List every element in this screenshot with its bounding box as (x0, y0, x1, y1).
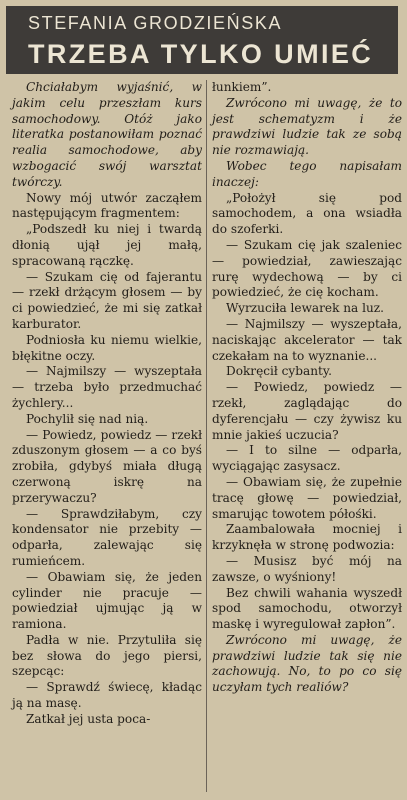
paragraph: — Powiedz, powiedz — rzekł, zaglądając do dyferencjału — czy żywisz ku mnie jakieś uczucia? (212, 380, 402, 442)
paragraph: Wyrzuciła lewarek na luz. (226, 301, 384, 316)
article-body (12, 80, 400, 796)
paragraph: Zaambalowała mocniej i krzyknęła w stronę podwozia: (212, 522, 402, 553)
paragraph: łunkiem”. (212, 80, 272, 94)
paragraph: — Sprawdź świecę, kładąc ją na masę. (12, 680, 202, 711)
article-title: TRZEBA TYLKO UMIEĆ (28, 39, 374, 69)
paragraph: — Szukam cię jak szaleniec — powiedział, zawieszając rurę wydechową — by ci powiedzieć, że cię kocham. (212, 237, 402, 300)
paragraph: Bez chwili wahania wyszedł spod samochodu, otworzył maskę i wyregulował zapłon”. (212, 585, 402, 632)
paragraph: Wobec tego napisałam inaczej: (212, 158, 402, 189)
paragraph: Dokręcił cybanty. (226, 364, 332, 379)
paragraph: — Najmilszy — wyszeptała — trzeba było przedmuchać żychlery... (12, 364, 202, 410)
paragraph: Chciałabym wyjaśnić, w jakim celu przeszłam kurs samochodowy. Otóż jako literatka postanowiłam poznać realia samochodowe, aby wzbogacić swój warsztat twórczy. (12, 80, 202, 189)
left-column (12, 80, 202, 728)
paragraph: — Szukam cię od fajerantu — rzekł drżącym głosem — by ci powiedzieć, że mi się zatkał karburator. (12, 269, 202, 331)
column-divider (206, 80, 207, 792)
paragraph: „Podszedł ku niej i twardą dłonią ujął jej małą, spracowaną rączkę. (12, 222, 202, 268)
paragraph: Zatkał jej usta poca- (26, 711, 151, 726)
paragraph: — Musisz być mój na zawsze, o wyśniony! (212, 553, 402, 584)
paragraph: — I to silne — odparła, wyciągając zasysacz. (212, 443, 402, 474)
paragraph: Nowy mój utwór zacząłem następującym fragmentem: (12, 190, 202, 221)
author-name: STEFANIA GRODZIEŃSKA (28, 13, 283, 33)
article-header (6, 6, 398, 74)
paragraph: Padła w nie. Przytuliła się bez słowa do jego piersi, szepcąc: (12, 632, 202, 679)
paragraph: Zwrócono mi uwagę, że to jest schematyzm i że prawdziwi ludzie tak ze sobą nie rozmawiają. (212, 95, 402, 158)
paragraph: — Obawiam się, że zupełnie tracę głowę — powiedział, smarując towotem półośki. (212, 474, 402, 521)
right-column (212, 80, 402, 696)
paragraph: „Położył się pod samochodem, a ona wsiadła do szoferki. (212, 190, 402, 237)
paragraph: Podniosła ku niemu wielkie, błękitne oczy. (12, 332, 202, 363)
paragraph: — Sprawdziłabym, czy kondensator nie przebity — odparła, zalewając się rumieńcem. (12, 506, 202, 568)
paragraph: Zwrócono mi uwagę, że prawdziwi ludzie tak się nie zachowują. No, to po co się uczyłam tych realiów? (212, 632, 402, 695)
paragraph: — Powiedz, powiedz — rzekł zduszonym głosem — a co byś zrobiła, gdybyś miała długą czerwoną iskrę na przerywaczu? (12, 427, 202, 505)
paragraph: — Obawiam się, że jeden cylinder nie pracuje — powiedział ujmując ją w ramiona. (12, 569, 202, 632)
paragraph: — Najmilszy — wyszeptała, naciskając akcelerator — tak czekałam na to wyznanie... (212, 316, 402, 363)
paragraph: Pochylił się nad nią. (26, 411, 149, 426)
